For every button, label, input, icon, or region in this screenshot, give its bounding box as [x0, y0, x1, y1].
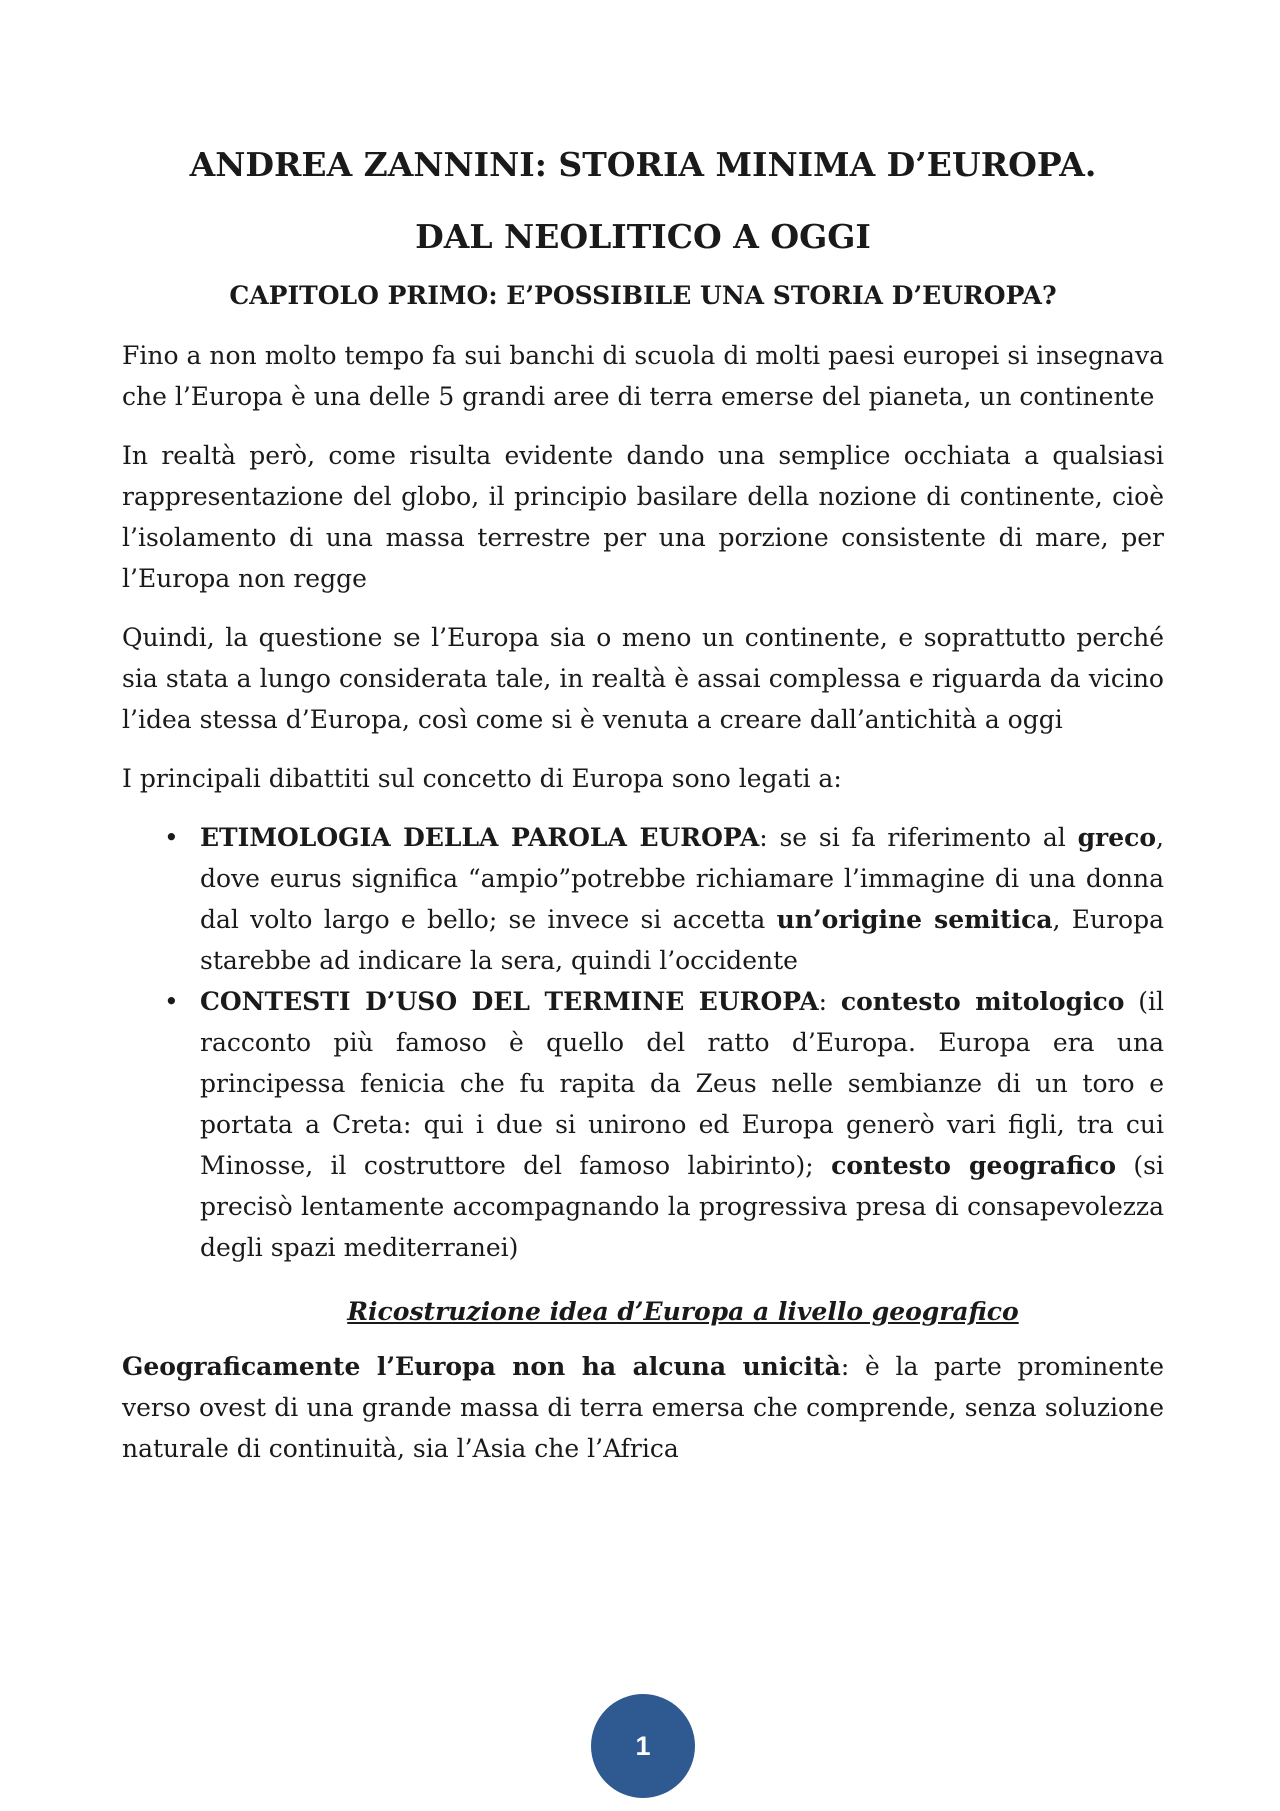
bullet-dot-icon: •: [164, 986, 179, 1016]
bullet-text: (si precisò lentamente accompagnando la progressiva presa di consapevolezza degli spazi mediterranei): [200, 1150, 1165, 1262]
bullet-item-contesti: [164, 981, 1165, 1268]
final-paragraph-bold: Geograficamente l’Europa non ha alcuna unicità: [122, 1352, 841, 1382]
bullet-text: , Europa starebbe ad indicare la sera, quindi l’occidente: [200, 904, 1165, 975]
section-heading: Ricostruzione idea d’Europa a livello geografico: [347, 1296, 1019, 1326]
bullet-term: ETIMOLOGIA DELLA PAROLA EUROPA: [200, 822, 760, 852]
paragraph-4: I principali dibattiti sul concetto di Europa sono legati a:: [122, 763, 842, 793]
paragraph-3: Quindi, la questione se l’Europa sia o meno un continente, e soprattutto perché sia stata a lungo considerata tale, in realtà è assai complessa e riguarda da vicino l’idea stessa d’Europa, così come si è venuta a creare dall’antichità a oggi: [122, 622, 1164, 734]
document-subtitle: DAL NEOLITICO A OGGI: [415, 216, 871, 256]
bullet-bold: contesto geografico: [831, 1150, 1117, 1180]
paragraph-1: Fino a non molto tempo fa sui banchi di scuola di molti paesi europei si insegnava che l’Europa è una delle 5 grandi aree di terra emerse del pianeta, un continente: [122, 340, 1164, 411]
document-title: ANDREA ZANNINI: STORIA MINIMA D’EUROPA.: [189, 145, 1097, 184]
paragraph-2: In realtà però, come risulta evidente dando una semplice occhiata a qualsiasi rappresentazione del globo, il principio basilare della nozione di continente, cioè l’isolamento di una massa terrestre per una porzione consistente di mare, per l’Europa non regge: [122, 440, 1164, 593]
bullet-term: CONTESTI D’USO DEL TERMINE EUROPA: [200, 986, 819, 1016]
bullet-item-etimologia: [164, 817, 1165, 981]
final-paragraph-text: : è la parte prominente verso ovest di una grande massa di terra emersa che comprende, senza soluzione naturale di continuità, sia l’Asia che l’Africa: [122, 1352, 1165, 1464]
bullet-text: (il racconto più famoso è quello del ratto d’Europa. Europa era una principessa fenicia che fu rapita da Zeus nelle sembianze di un toro e portata a Creta: qui i due si unirono ed Europa generò vari figli, tra cui Minosse, il costruttore del famoso labirinto);: [200, 986, 1164, 1180]
bullet-bold: un’origine semitica: [776, 904, 1053, 934]
chapter-title: CAPITOLO PRIMO: E’POSSIBILE UNA STORIA D’EUROPA?: [229, 281, 1057, 311]
document-page: [122, 145, 1164, 1487]
bullet-bold: greco: [1077, 822, 1157, 852]
bullet-dot-icon: •: [164, 822, 179, 852]
bullet-bold: contesto mitologico: [840, 986, 1125, 1016]
bullet-text: :: [818, 986, 841, 1016]
final-paragraph: [122, 1346, 1164, 1469]
bullet-list: [122, 817, 1164, 1268]
bullet-text: , dove eurus significa “ampio”potrebbe richiamare l’immagine di una donna dal volto largo e bello; se invece si accetta: [200, 822, 1164, 934]
bullet-text: : se si fa riferimento al: [759, 822, 1078, 852]
page-number-badge: 1: [591, 1694, 695, 1798]
